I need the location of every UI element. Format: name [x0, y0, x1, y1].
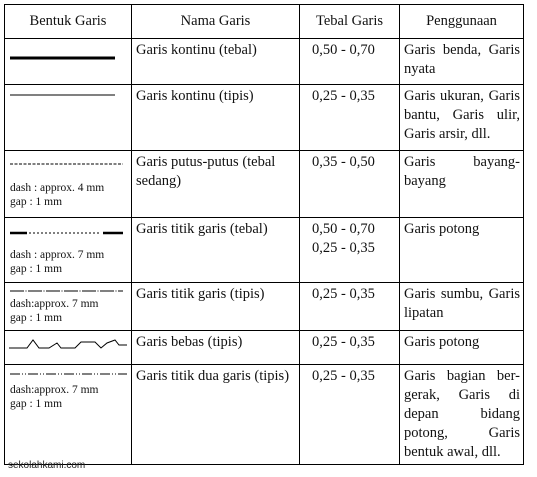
thickness-value: 0,25 - 0,35	[312, 286, 375, 302]
line-name: Garis titik garis (tebal)	[132, 218, 300, 283]
thickness-value: 0,25 - 0,35	[312, 88, 375, 104]
line-shape-cell	[5, 283, 132, 331]
line-name: Garis putus-putus (tebal sedang)	[132, 151, 300, 218]
thickness-value: 0,50 - 0,70	[312, 221, 375, 237]
line-usage: Garis bagian ber-gerak, Garis di depan bidang potong, Garis bentuk awal, dll.	[400, 365, 524, 465]
gap-note: gap : 1 mm	[10, 263, 63, 275]
line-name: Garis bebas (tipis)	[132, 331, 300, 365]
table-row	[5, 39, 524, 85]
table-row	[5, 85, 524, 151]
line-shape-cell	[5, 331, 132, 365]
thickness-value: 0,50 - 0,70	[312, 42, 375, 58]
line-shape-cell	[5, 151, 132, 218]
line-usage: Garis bayang-bayang	[400, 151, 524, 218]
line-types-table	[4, 4, 524, 465]
thickness-value: 0,35 - 0,50	[312, 154, 375, 170]
table-row	[5, 365, 524, 465]
line-shape-cell	[5, 218, 132, 283]
dash-note: dash : approx. 7 mm	[10, 249, 105, 261]
line-thickness	[300, 218, 400, 283]
line-thickness	[300, 85, 400, 151]
line-thickness	[300, 39, 400, 85]
line-thickness	[300, 365, 400, 465]
line-thickness	[300, 151, 400, 218]
thick-continuous-line-sample	[5, 39, 131, 80]
line-name: Garis titik dua garis (tipis)	[132, 365, 300, 465]
thickness-value: 0,25 - 0,35	[312, 240, 375, 256]
gap-note: gap : 1 mm	[10, 398, 63, 410]
header-usage: Penggunaan	[400, 5, 524, 39]
thickness-value: 0,25 - 0,35	[312, 368, 375, 384]
table-row	[5, 283, 524, 331]
gap-note: gap : 1 mm	[10, 196, 63, 208]
line-shape-cell	[5, 39, 132, 85]
line-usage: Garis benda, Garis nyata	[400, 39, 524, 85]
dash-note: dash:approx. 7 mm	[10, 384, 99, 396]
table-row	[5, 218, 524, 283]
header-shape: Bentuk Garis	[5, 5, 132, 39]
line-name: Garis kontinu (tipis)	[132, 85, 300, 151]
line-usage: Garis potong	[400, 331, 524, 365]
thin-continuous-line-sample	[5, 85, 131, 146]
header-row	[5, 5, 524, 39]
line-thickness	[300, 283, 400, 331]
line-thickness	[300, 331, 400, 365]
freehand-line-sample	[5, 331, 131, 360]
dash-note: dash:approx. 7 mm	[10, 298, 99, 310]
table-row	[5, 331, 524, 365]
line-usage: Garis ukuran, Garis bantu, Garis ulir, Garis arsir, dll.	[400, 85, 524, 151]
gap-note: gap : 1 mm	[10, 312, 63, 324]
line-name: Garis kontinu (tebal)	[132, 39, 300, 85]
thickness-value: 0,25 - 0,35	[312, 334, 375, 350]
table-row	[5, 151, 524, 218]
line-usage: Garis potong	[400, 218, 524, 283]
line-shape-cell	[5, 365, 132, 465]
line-name: Garis titik garis (tipis)	[132, 283, 300, 331]
watermark: sekolahkami.com	[8, 460, 86, 471]
header-thickness: Tebal Garis	[300, 5, 400, 39]
header-name: Nama Garis	[132, 5, 300, 39]
line-shape-cell	[5, 85, 132, 151]
line-usage: Garis sumbu, Garis lipatan	[400, 283, 524, 331]
dash-note: dash : approx. 4 mm	[10, 182, 105, 194]
